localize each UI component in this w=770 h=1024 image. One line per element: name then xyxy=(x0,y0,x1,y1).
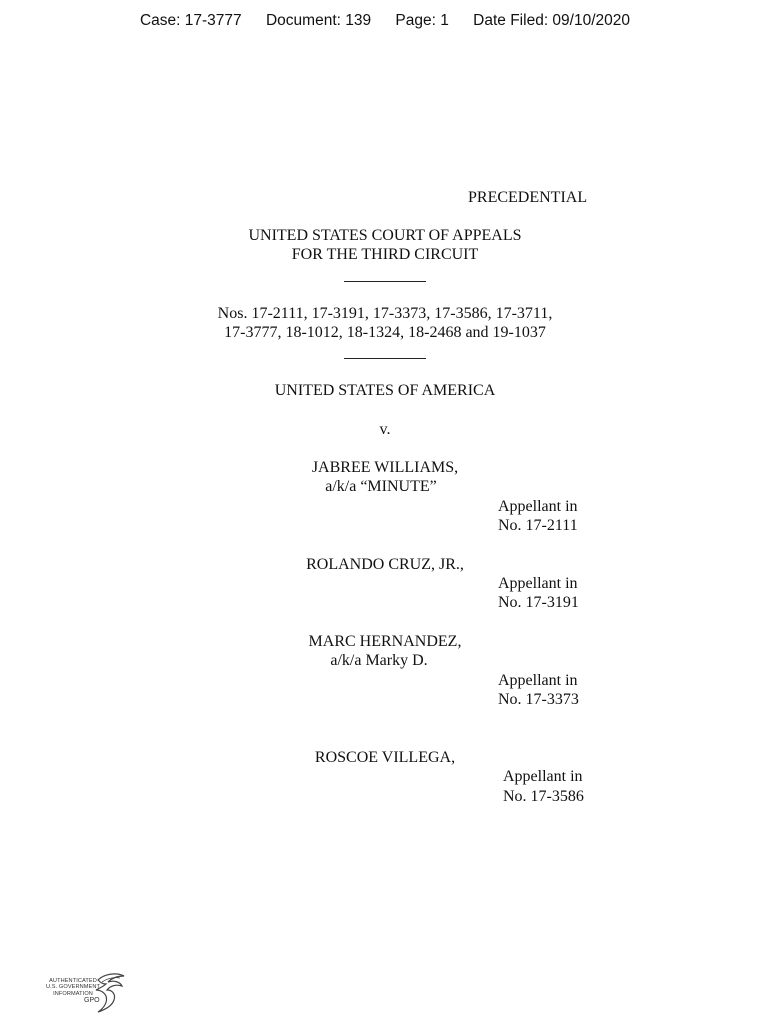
court-name-line1: UNITED STATES COURT OF APPEALS xyxy=(248,227,522,244)
defendant-name: ROLANDO CRUZ, JR., xyxy=(306,556,464,573)
plaintiff-name: UNITED STATES OF AMERICA xyxy=(274,382,496,399)
appellant-docket-number: No. 17-3586 xyxy=(503,788,584,805)
appellant-role: Appellant in xyxy=(498,498,578,515)
date-filed: Date Filed: 09/10/2020 xyxy=(473,12,631,29)
defendant-aka: a/k/a “MINUTE” xyxy=(325,478,437,495)
precedential-designation: PRECEDENTIAL xyxy=(468,189,588,206)
versus: v. xyxy=(379,421,391,438)
case-numbers-line2: 17-3777, 18-1012, 18-1324, 18-2468 and 19-1037 xyxy=(224,324,546,341)
appellant-docket-number: No. 17-3373 xyxy=(498,691,579,708)
case-numbers-line1: Nos. 17-2111, 17-3191, 17-3373, 17-3586, 17-3711, xyxy=(217,305,553,322)
document-number: Document: 139 xyxy=(265,12,372,29)
defendant-name: MARC HERNANDEZ, xyxy=(308,633,462,650)
seal-line: U.S. GOVERNMENT xyxy=(45,984,101,991)
defendant-name: ROSCOE VILLEGA, xyxy=(314,749,456,766)
eagle-icon xyxy=(94,970,128,1016)
gpo-authentication-seal xyxy=(42,970,132,1016)
appellant-role: Appellant in xyxy=(498,575,578,592)
page-number: Page: 1 xyxy=(395,12,449,29)
appellant-role: Appellant in xyxy=(503,768,583,785)
divider-rule xyxy=(344,281,426,282)
court-name-line2: FOR THE THIRD CIRCUIT xyxy=(291,246,479,263)
appellant-docket-number: No. 17-3191 xyxy=(498,594,579,611)
appellant-docket-number: No. 17-2111 xyxy=(498,517,578,534)
appellant-role: Appellant in xyxy=(498,672,578,689)
seal-gpo-mark: GPO xyxy=(84,997,100,1004)
defendant-name: JABREE WILLIAMS, xyxy=(311,459,459,476)
seal-line: AUTHENTICATED xyxy=(49,978,97,984)
divider-rule xyxy=(344,358,426,359)
seal-line: INFORMATION xyxy=(53,990,93,997)
case-number: Case: 17-3777 xyxy=(139,12,242,29)
filing-header xyxy=(0,12,770,30)
defendant-aka: a/k/a Marky D. xyxy=(330,652,428,669)
